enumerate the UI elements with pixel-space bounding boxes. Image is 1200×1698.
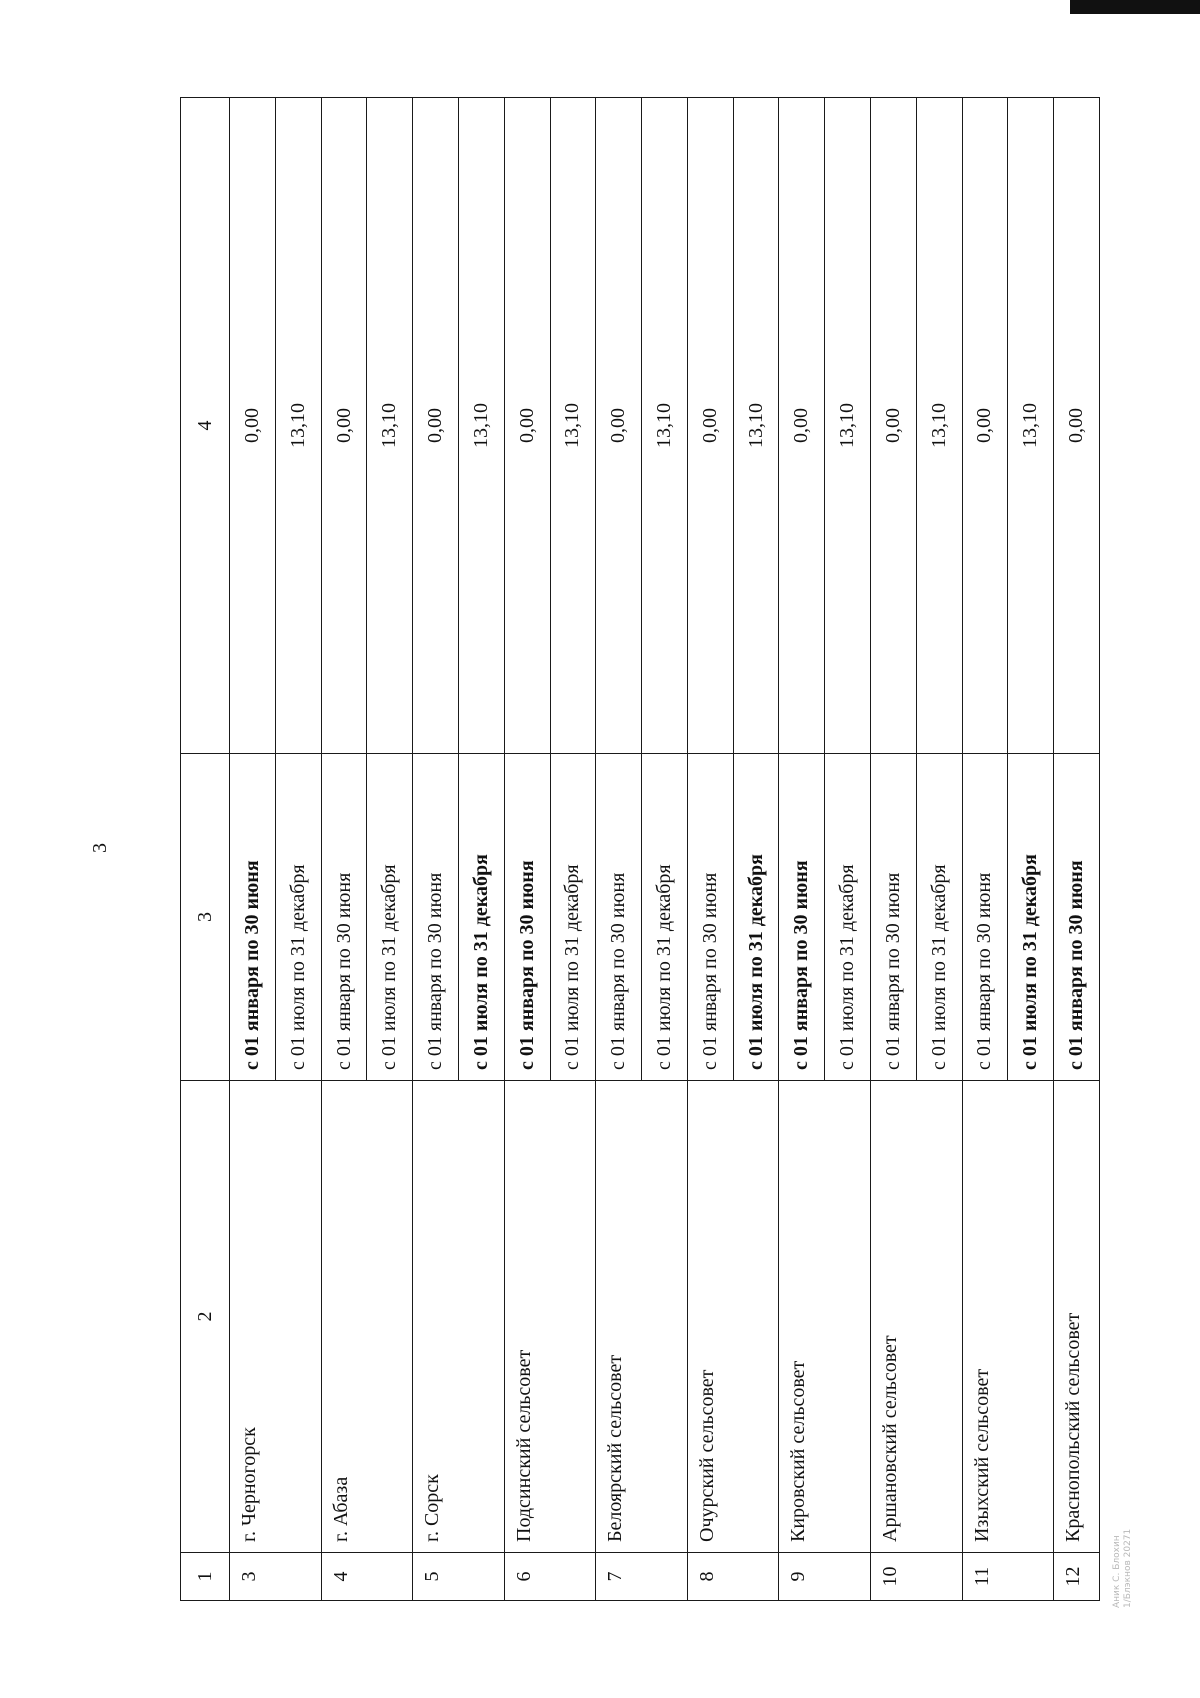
row-number: 10 xyxy=(870,1553,962,1601)
value-cell: 13,10 xyxy=(733,98,779,754)
value-cell: 0,00 xyxy=(413,98,459,754)
period-cell: с 01 января по 30 июня xyxy=(1054,754,1100,1081)
municipality-name: Краснопольский сельсовет xyxy=(1054,1081,1100,1553)
header-cell-1: 1 xyxy=(181,1553,230,1601)
table-row xyxy=(504,98,550,1601)
period-cell: с 01 июля по 31 декабря xyxy=(825,754,871,1081)
period-cell: с 01 июля по 31 декабря xyxy=(1008,754,1054,1081)
value-cell: 13,10 xyxy=(458,98,504,754)
value-cell: 0,00 xyxy=(504,98,550,754)
value-cell: 0,00 xyxy=(687,98,733,754)
period-cell: с 01 июля по 31 декабря xyxy=(275,754,321,1081)
header-cell-3: 3 xyxy=(181,754,230,1081)
value-cell: 13,10 xyxy=(825,98,871,754)
value-cell: 0,00 xyxy=(779,98,825,754)
table-row xyxy=(596,98,642,1601)
table-row xyxy=(779,98,825,1601)
data-table xyxy=(180,97,1100,1601)
value-cell: 13,10 xyxy=(275,98,321,754)
row-number: 6 xyxy=(504,1553,596,1601)
value-cell: 0,00 xyxy=(1054,98,1100,754)
row-number: 5 xyxy=(413,1553,505,1601)
value-cell: 0,00 xyxy=(596,98,642,754)
period-cell: с 01 января по 30 июня xyxy=(504,754,550,1081)
row-number: 12 xyxy=(1054,1553,1100,1601)
page-number: 3 xyxy=(89,843,111,853)
period-cell: с 01 января по 30 июня xyxy=(687,754,733,1081)
municipality-name: Кировский сельсовет xyxy=(779,1081,871,1553)
row-number: 11 xyxy=(962,1553,1054,1601)
table-row xyxy=(962,98,1008,1601)
period-cell: с 01 января по 30 июня xyxy=(779,754,825,1081)
municipality-name: Очурский сельсовет xyxy=(687,1081,779,1553)
table-header-row xyxy=(181,98,230,1601)
period-cell: с 01 июля по 31 декабря xyxy=(916,754,962,1081)
value-cell: 0,00 xyxy=(321,98,367,754)
table-row xyxy=(870,98,916,1601)
header-cell-4: 4 xyxy=(181,98,230,754)
scan-edge-strip xyxy=(1070,0,1200,14)
table-row xyxy=(687,98,733,1601)
value-cell: 13,10 xyxy=(642,98,688,754)
value-cell: 13,10 xyxy=(550,98,596,754)
municipality-name: г. Черногорск xyxy=(230,1081,322,1553)
municipality-name: Белоярский сельсовет xyxy=(596,1081,688,1553)
header-cell-2: 2 xyxy=(181,1081,230,1553)
row-number: 3 xyxy=(230,1553,322,1601)
value-cell: 13,10 xyxy=(367,98,413,754)
table-row xyxy=(230,98,276,1601)
municipality-name: г. Абаза xyxy=(321,1081,413,1553)
municipality-name: Аршановский сельсовет xyxy=(870,1081,962,1553)
rotated-table-wrapper xyxy=(180,98,1100,1601)
period-cell: с 01 января по 30 июня xyxy=(870,754,916,1081)
period-cell: с 01 июля по 31 декабря xyxy=(458,754,504,1081)
period-cell: с 01 июля по 31 декабря xyxy=(733,754,779,1081)
municipality-name: Подсинский сельсовет xyxy=(504,1081,596,1553)
period-cell: с 01 января по 30 июня xyxy=(962,754,1008,1081)
period-cell: с 01 июля по 31 декабря xyxy=(367,754,413,1081)
value-cell: 0,00 xyxy=(870,98,916,754)
municipality-name: Изыхский сельсовет xyxy=(962,1081,1054,1553)
municipality-name: г. Сорск xyxy=(413,1081,505,1553)
period-cell: с 01 января по 30 июня xyxy=(230,754,276,1081)
value-cell: 13,10 xyxy=(1008,98,1054,754)
value-cell: 0,00 xyxy=(230,98,276,754)
period-cell: с 01 января по 30 июня xyxy=(321,754,367,1081)
row-number: 4 xyxy=(321,1553,413,1601)
stamp-line-2: 1/Блэкнов 20271 xyxy=(1123,1528,1133,1608)
period-cell: с 01 января по 30 июня xyxy=(413,754,459,1081)
period-cell: с 01 января по 30 июня xyxy=(596,754,642,1081)
scan-stamp xyxy=(1112,1518,1142,1608)
value-cell: 13,10 xyxy=(916,98,962,754)
value-cell: 0,00 xyxy=(962,98,1008,754)
table-row xyxy=(413,98,459,1601)
row-number: 7 xyxy=(596,1553,688,1601)
stamp-line-1: Аник С. Блохин xyxy=(1112,1535,1122,1608)
table-row xyxy=(1054,98,1100,1601)
table-container xyxy=(180,98,1100,1601)
row-number: 9 xyxy=(779,1553,871,1601)
table-row xyxy=(321,98,367,1601)
period-cell: с 01 июля по 31 декабря xyxy=(642,754,688,1081)
period-cell: с 01 июля по 31 декабря xyxy=(550,754,596,1081)
row-number: 8 xyxy=(687,1553,779,1601)
